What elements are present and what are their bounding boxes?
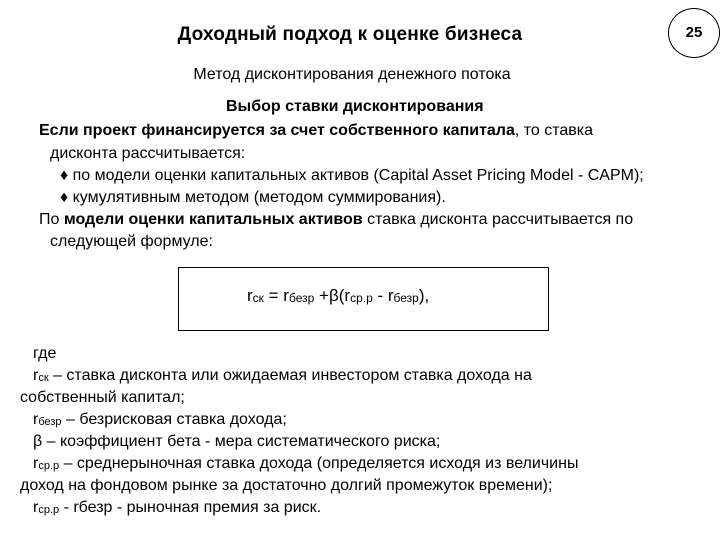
- formula-box: [178, 267, 549, 331]
- slide-subtitle-text: Метод дисконтирования денежного потока: [193, 66, 511, 83]
- definition-r-ck: [33, 367, 532, 385]
- def-r-bezr-text: – безрисковая ставка дохода;: [61, 411, 287, 428]
- def-r-ck-text: – ставка дисконта или ожидаемая инвестором ставка дохода на: [48, 367, 532, 384]
- formula-sub-ck: ск: [252, 291, 264, 305]
- capm-formula: [247, 286, 429, 306]
- definition-r-crp: [33, 455, 578, 473]
- def-r-crp-text: – среднерыночная ставка дохода (определяется исходя из величины: [59, 455, 579, 472]
- def-r-ck-symbol: r: [33, 367, 39, 384]
- definition-r-bezr: [33, 411, 287, 429]
- intro-line-2: дисконта рассчитывается:: [50, 145, 246, 162]
- formula-r-bezr-2: r: [387, 286, 394, 305]
- slide-title: [0, 24, 720, 46]
- def-premium-sub: ср.р: [38, 504, 60, 516]
- def-r-bezr-symbol: r: [33, 411, 39, 428]
- capm-suffix: ставка дисконта рассчитывается по: [362, 211, 634, 228]
- formula-r-bezr: r: [283, 286, 289, 305]
- formula-close: ),: [418, 286, 430, 305]
- section-heading: Выбор ставки дисконтирования: [226, 98, 484, 115]
- definition-r-ck-cont: собственный капитал;: [20, 389, 185, 406]
- formula-sub-crp: ср.р: [350, 291, 373, 305]
- definition-beta: β – коэффициент бета - мера систематического риска;: [33, 433, 441, 450]
- def-r-crp-symbol: r: [33, 455, 39, 472]
- method-item-cumulative: ♦ кумулятивным методом (методом суммирования).: [60, 189, 446, 206]
- capm-intro-line-2: следующей формуле:: [50, 233, 213, 250]
- intro-line-1: [39, 122, 593, 140]
- formula-r-crp: r: [344, 286, 351, 305]
- page-number: 25: [685, 24, 703, 41]
- def-r-bezr-sub: безр: [38, 416, 62, 428]
- def-premium-symbol: r: [33, 499, 39, 516]
- def-r-ck-sub: ск: [38, 372, 49, 384]
- formula-plus-beta: +β(: [314, 286, 345, 305]
- definition-r-crp-cont: доход на фондовом рынке за достаточно долгий промежуток времени);: [20, 477, 553, 494]
- intro-bold-text: Если проект финансируется за счет собственного капитала: [39, 122, 515, 139]
- formula-minus: -: [372, 286, 388, 305]
- formula-equals: =: [263, 286, 284, 305]
- capm-bold-text: модели оценки капитальных активов: [63, 211, 363, 228]
- formula-r-ck: r: [247, 286, 253, 305]
- capm-intro-line-1: [39, 211, 633, 229]
- definitions-where: где: [33, 345, 57, 362]
- definition-risk-premium: [33, 499, 321, 517]
- def-r-crp-sub: ср.р: [38, 460, 60, 472]
- slide-subtitle: [0, 66, 720, 84]
- intro-rest-text: , то ставка: [514, 122, 594, 139]
- page-number-badge: [668, 8, 720, 58]
- capm-prefix: По: [39, 211, 64, 228]
- method-item-capm: ♦ по модели оценки капитальных активов (Capital Asset Pricing Model - CAPM);: [60, 167, 644, 184]
- formula-sub-bezr: безр: [288, 291, 315, 305]
- def-premium-text: - rбезр - рыночная премия за риск.: [59, 499, 322, 516]
- formula-sub-bezr-2: безр: [393, 291, 419, 305]
- slide-title-text: Доходный подход к оценке бизнеса: [177, 24, 523, 45]
